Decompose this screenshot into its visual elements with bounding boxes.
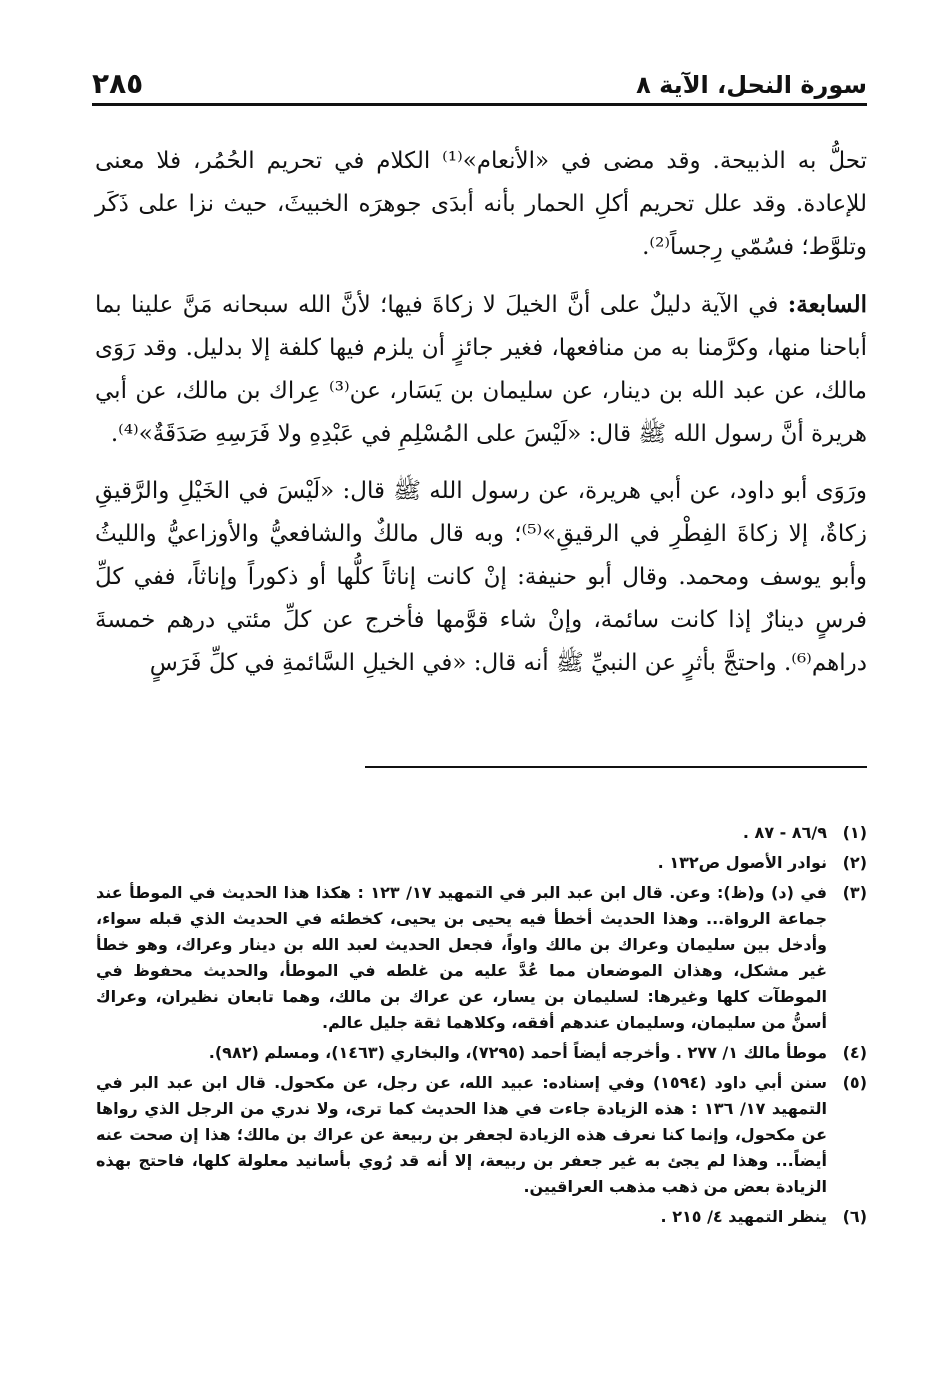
footnote-text: موطأ مالك ١/ ٢٧٧ . وأخرجه أيضاً أحمد (٧٢٩٥)، والبخاري (١٤٦٣)، ومسلم (٩٨٢). [208,1043,827,1062]
footnote [96,1070,867,1200]
paragraph-2 [95,283,867,456]
footnote-number: (٦) [842,1207,867,1226]
page-header [92,62,867,106]
footnote-number: (٣) [842,883,867,902]
footnote-number: (١) [842,823,867,842]
footnote-text: في (د) و(ظ): وعن. قال ابن عبد البر في التمهيد ١٧/ ١٢٣ : هكذا هذا الحديث في الموطأ عند جماعة الرواة... وهذا الحديث أخطأ فيه يحيى بن يحيى، كخطئه في الحديث الذي قبله سواء، وأدخل بين سليمان وعراك بن مالك واواً، فجعل الحديث لعبد الله بن دينار وعراك، وهو خطأ غير مشكل، وهذان الموضعان مما عُدَّ عليه من غلطه في الموطأ، والحديث محفوظ في الموطآت كلها وغيرها: لسليمان بن يسار، عن عراك بن مالك، وهما تابعان نظيران، وعراك أسنُّ من سليمان، وسليمان عندهم أفقه، وكلاهما ثقة جليل عالم. [96,883,828,1032]
footnote-text: سنن أبي داود (١٥٩٤) وفي إسناده: عبيد الله، عن رجل، عن مكحول. قال ابن عبد البر في التمهيد ١٧/ ١٣٦ : هذه الزيادة جاءت في هذا الحديث كما ترى، ولا ندري من الرجل الذي رواها عن مكحول، وإنما كنا نعرف هذه الزيادة لجعفر بن ربيعة عن عراك بن مالك؛ هذا إن صحت عنه أيضاً... وهذا لم يجئ به غير جعفر بن ربيعة، إلا أنه قد رُوي بأسانيد معلولة كلها، فاحتج بهذه الزيادة بعض من ذهب مذهب العراقيين. [96,1073,828,1196]
paragraph-3: ورَوَى أبو داود، عن أبي هريرة، عن رسول الله ﷺ قال: «لَيْسَ في الخَيْلِ والرَّقيقِ زكاةٌ، إلا زكاةَ الفِطْرِ في الرقيقِ»⁽⁵⁾؛ وبه قال مالكٌ والشافعيُّ والأوزاعيُّ والليثُ وأبو يوسف ومحمد. وقال أبو حنيفة: إنْ كانت إناثاً كلُّها أو ذكوراً وإناثاً، ففي كلِّ فرسٍ دينارٌ إذا كانت سائمة، وإنْ شاء قوَّمها فأخرج عن كلِّ مئتي درهم خمسةَ دراهم⁽⁶⁾. واحتجَّ بأثرٍ عن النبيِّ ﷺ أنه قال: «في الخيلِ السَّائمةِ في كلِّ فَرَسٍ [95,478,867,676]
footnote-text: نوادر الأصول ص١٣٢ . [657,853,827,872]
footnote [96,820,867,846]
page-number: ٢٨٥ [92,67,144,100]
footnote-number: (٢) [842,853,867,872]
paragraph-2-lead: السابعة: [787,291,867,318]
paragraph-2-text: في الآية دليلٌ على أنَّ الخيلَ لا زكاةَ فيها؛ لأنَّ الله سبحانه مَنَّ علينا بما أباحنا منها، وكرَّمنا به من منافعها، فغير جائزٍ أن يلزم فيها كلفة إلا بدليل. وقد رَوَى مالك، عن عبد الله بن دينار، عن سليمان بن يَسَار، عن⁽³⁾ عِراك بن مالك، عن أبي هريرة أنَّ رسول الله ﷺ قال: «لَيْسَ على المُسْلِمِ في عَبْدِهِ ولا فَرَسِهِ صَدَقَةٌ»⁽⁴⁾. [95,292,867,447]
footnote-number: (٥) [842,1073,867,1092]
footnote [96,850,867,876]
footnote [96,1040,867,1066]
footnote-separator [365,766,867,768]
running-head: سورة النحل، الآية ٨ [636,71,867,99]
header-rule [92,103,867,106]
paragraph-1: تحلُّ به الذبيحة. وقد مضى في «الأنعام»⁽¹⁾ الكلام في تحريم الحُمُر، فلا معنى للإعادة. وقد علل تحريم أكلِ الحمار بأنه أبدَى جوهرَه الخبيثَ، حيث نزا على ذَكَر وتلوَّط؛ فسُمّي رِجساً⁽²⁾. [95,148,868,260]
footnote-text: ٨٦/٩ - ٨٧ . [742,823,827,842]
footnote [96,880,867,1036]
footnote-number: (٤) [842,1043,867,1062]
main-text [95,140,867,685]
footnote [96,1204,867,1230]
footnotes [96,820,867,1234]
footnote-text: ينظر التمهيد ٤/ ٢١٥ . [660,1207,827,1226]
